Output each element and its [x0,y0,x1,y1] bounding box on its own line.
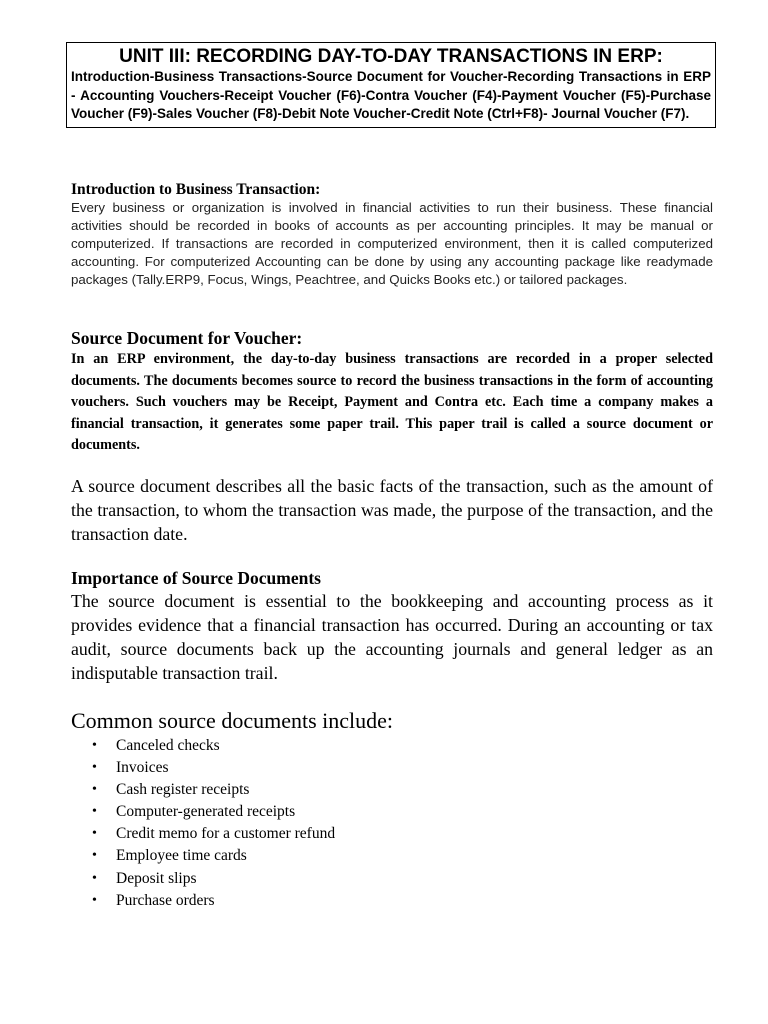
bullet-icon: • [92,892,97,908]
list-item [71,801,713,823]
intro-heading: Introduction to Business Transaction: [71,181,321,198]
bullet-icon: • [92,848,97,864]
list-item [71,757,713,779]
list-item [71,868,713,890]
source-document-heading: Source Document for Voucher: [71,328,303,348]
unit-title: UNIT III: RECORDING DAY-TO-DAY TRANSACTIONS IN ERP: [119,46,663,67]
unit-header-box [66,42,716,128]
unit-summary: Introduction-Business Transactions-Source Document for Voucher-Recording Transactions in ERP - Accounting Vouchers-Receipt Voucher (F6)-Contra Voucher (F4)-Payment Voucher (F5)-Purchase Voucher (F9)-Sales Voucher (F8)-Debit Note Voucher-Credit Note (Ctrl+F8)- Journal Voucher (F7). [71,69,711,121]
intro-body: Every business or organization is involved in financial activities to run their business. These financial activities should be recorded in books of accounts as per accounting principles. It may be manual or computerized. If transactions are recorded in computerized environment, then it is called computerized accounting. For computerized Accounting can be done by using any accounting package like readymade packages (Tally.ERP9, Focus, Wings, Peachtree, and Quicks Books etc.) or tailored packages. [71,200,713,287]
source-document-description: A source document describes all the basic facts of the transaction, such as the amount of the transaction, to whom the transaction was made, the purpose of the transaction, and the transaction date. [71,476,713,544]
source-description-section [71,474,713,546]
list-item [71,779,713,801]
list-item [71,823,713,845]
importance-heading: Importance of Source Documents [71,568,321,588]
list-item-label: Computer-generated receipts [116,803,296,821]
source-documents-list [71,735,713,912]
importance-body: The source document is essential to the bookkeeping and accounting process as it provides evidence that a financial transaction has occurred. During an accounting or tax audit, source documents back up the accounting journals and general ledger as an indisputable transaction trail. [71,591,713,683]
common-section [71,707,713,912]
list-item-label: Cash register receipts [116,781,250,799]
bullet-icon: • [92,826,97,842]
list-item-label: Employee time cards [116,847,247,865]
bullet-icon: • [92,760,97,776]
list-item [71,890,713,912]
list-item [71,845,713,867]
intro-section [71,180,713,289]
source-document-section [71,327,713,457]
list-item-label: Deposit slips [116,869,197,887]
bullet-icon: • [92,738,97,753]
source-document-body: In an ERP environment, the day-to-day business transactions are recorded in a proper selected documents. The documents becomes source to record the business transactions in the form of accounting vouchers. Such vouchers may be Receipt, Payment and Contra etc. Each time a company makes a financial transaction, it generates some paper trail. This paper trail is called a source document or documents. [71,351,713,454]
bullet-icon: • [92,782,97,798]
list-item-label: Invoices [116,759,169,777]
importance-section [71,567,713,685]
list-item-label: Purchase orders [116,891,215,909]
bullet-icon: • [92,804,97,820]
bullet-icon: • [92,870,97,886]
list-item-label: Canceled checks [116,737,220,754]
list-item-label: Credit memo for a customer refund [116,825,336,843]
common-heading: Common source documents include: [71,708,393,733]
list-item [71,735,713,757]
